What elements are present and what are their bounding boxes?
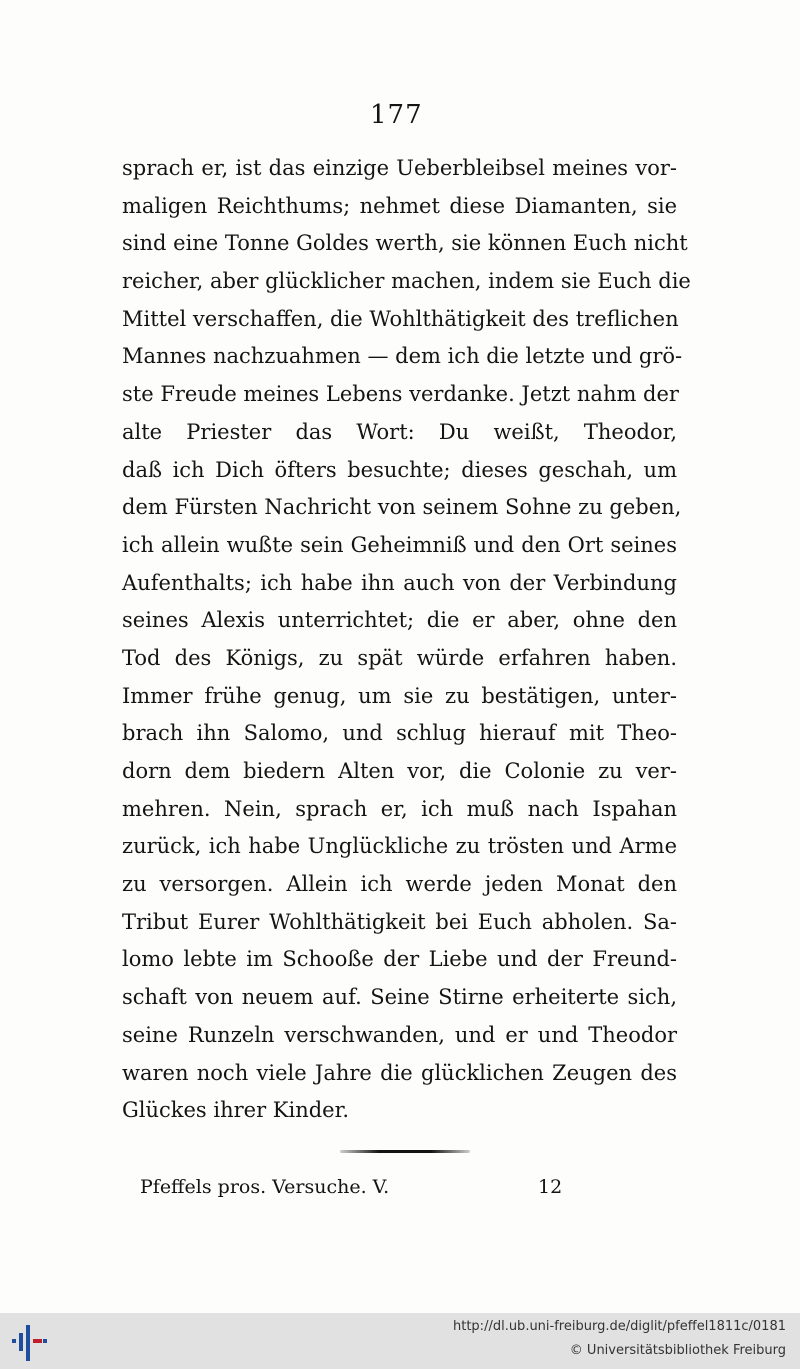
text-line: seine Runzeln verschwanden, und er und Theodor bbox=[122, 1022, 677, 1047]
text-line: Tribut Eurer Wohlthätigkeit bei Euch abholen. Sa- bbox=[122, 909, 677, 934]
permalink-url-link[interactable]: http://dl.ub.uni-freiburg.de/diglit/pfeffel1811c/0181 bbox=[453, 1319, 786, 1334]
text-line: lomo lebte im Schooße der Liebe und der Freund- bbox=[122, 947, 677, 972]
text-line: seines Alexis unterrichtet; die er aber, ohne den bbox=[122, 608, 677, 633]
text-line: dem Fürsten Nachricht von seinem Sohne zu geben, bbox=[122, 495, 682, 520]
text-line: dorn dem biedern Alten vor, die Colonie zu ver- bbox=[122, 759, 677, 783]
text-line: reicher, aber glücklicher machen, indem sie Euch die bbox=[122, 269, 691, 294]
text-line: Mittel verschaffen, die Wohlthätigkeit des treflichen bbox=[122, 306, 679, 331]
body-text bbox=[122, 150, 691, 1130]
text-line: Tod des Königs, zu spät würde erfahren haben. bbox=[122, 645, 677, 670]
text-line: zurück, ich habe Unglückliche zu trösten und Arme bbox=[122, 834, 677, 859]
text-line: mehren. Nein, sprach er, ich muß nach Ispahan bbox=[122, 796, 677, 821]
text-line: sprach er, ist das einzige Ueberbleibsel meines vor- bbox=[122, 156, 677, 180]
signature-line: Pfeffels pros. Versuche. V. bbox=[140, 1176, 390, 1198]
text-line: waren noch viele Jahre die glücklichen Zeugen des bbox=[122, 1060, 677, 1085]
text-line: schaft von neuem auf. Seine Stirne erheiterte sich, bbox=[122, 985, 677, 1010]
text-line: zu versorgen. Allein ich werde jeden Monat den bbox=[122, 872, 677, 897]
page-number: 177 bbox=[370, 100, 423, 130]
footer-bar bbox=[0, 1313, 800, 1369]
text-line: maligen Reichthums; nehmet diese Diamanten, sie bbox=[122, 193, 677, 218]
text-line: daß ich Dich öfters besuchte; dieses geschah, um bbox=[122, 457, 677, 482]
text-line: ste Freude meines Lebens verdanke. Jetzt nahm der bbox=[122, 382, 679, 407]
text-line: Glückes ihrer Kinder. bbox=[122, 1098, 350, 1123]
end-rule-divider bbox=[340, 1150, 470, 1153]
text-line: Immer frühe genug, um sie zu bestätigen, unter- bbox=[122, 683, 677, 708]
text-line: Aufenthalts; ich habe ihn auch von der Verbindung bbox=[122, 570, 677, 595]
text-line: alte Priester das Wort: Du weißt, Theodor, bbox=[122, 419, 677, 444]
sheet-number: 12 bbox=[538, 1176, 563, 1198]
text-line: Mannes nachzuahmen — dem ich die letzte und grö- bbox=[122, 344, 683, 369]
ub-freiburg-logo-icon bbox=[12, 1323, 48, 1361]
text-line: brach ihn Salomo, und schlug hierauf mit Theo- bbox=[122, 721, 677, 746]
copyright-text: © Universitätsbibliothek Freiburg bbox=[569, 1343, 786, 1358]
text-line: ich allein wußte sein Geheimniß und den Ort seines bbox=[122, 532, 677, 557]
text-line: sind eine Tonne Goldes werth, sie können Euch nicht bbox=[122, 231, 688, 256]
